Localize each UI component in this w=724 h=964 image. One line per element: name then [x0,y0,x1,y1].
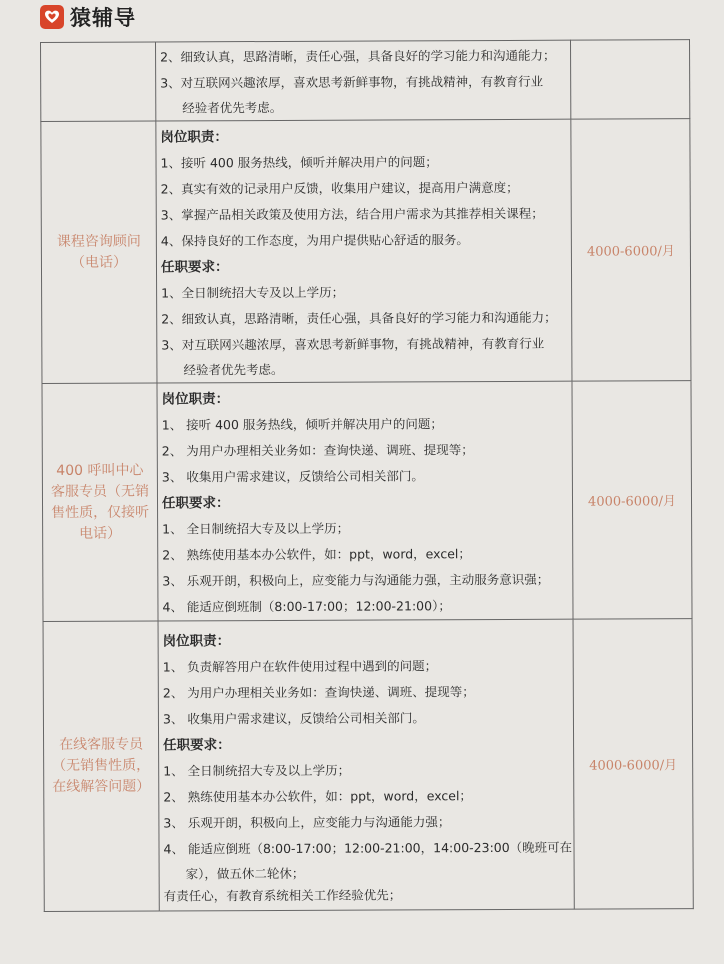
requirement-line: 有责任心，有教育系统相关工作经验优先； [163,886,402,903]
requirement-heading: 任职要求： [163,736,231,753]
salary-cell [570,40,689,120]
duty-line: 3、 收集用户需求建议，反馈给公司相关部门。 [161,467,424,484]
heart-logo-icon [40,5,64,29]
duty-line: 1、 负责解答用户在软件使用过程中遇到的问题； [162,657,438,674]
job-content-cell [157,381,573,621]
salary-cell: 4000-6000/月 [571,119,691,382]
duty-line: 1、接听 400 服务热线，倾听并解决用户的问题； [160,153,438,170]
duty-line: 2、真实有效的记录用户反馈，收集用户建议，提高用户满意度； [160,179,519,196]
duty-line: 4、保持良好的工作态度，为用户提供贴心舒适的服务。 [160,231,469,248]
requirement-line: 2、 熟练使用基本办公软件，如：ppt，word，excel； [163,787,472,804]
requirement-heading: 任职要求： [160,258,229,275]
requirement-line: 1、 全日制统招大专及以上学历； [162,520,350,536]
requirement-line: 2、细致认真，思路清晰，责任心强，具备良好的学习能力和沟通能力； [160,47,556,65]
requirement-line: 1、 全日制统招大专及以上学历； [163,762,351,778]
requirement-line: 2、细致认真，思路清晰，责任心强，具备良好的学习能力和沟通能力； [161,309,557,326]
duty-line: 2、 为用户办理相关业务如：查询快递、调班、提现等； [161,441,474,458]
requirement-heading: 任职要求： [161,494,230,511]
table-row [41,40,690,122]
duty-line: 1、 接听 400 服务热线，倾听并解决用户的问题； [161,415,443,432]
table-row [42,381,692,622]
job-title-cell [41,42,156,122]
duty-heading: 岗位职责： [161,390,230,407]
job-content-cell [158,619,574,911]
duty-heading: 岗位职责： [160,128,228,145]
requirement-line: 经验者优先考虑。 [183,361,284,377]
salary-cell: 4000-6000/月 [572,381,692,620]
requirement-line: 家），做五休二轮休； [185,865,305,881]
duty-line: 3、 收集用户需求建议，反馈给公司相关部门。 [162,709,425,726]
salary-cell: 4000-6000/月 [573,619,693,910]
job-title-cell: 400 呼叫中心客服专员（无销售性质，仅接听电话） [42,383,158,621]
job-content-cell [156,119,572,383]
duty-line: 2、 为用户办理相关业务如：查询快递、调班、提现等； [162,683,475,700]
requirement-line: 3、对互联网兴趣浓厚，喜欢思考新鲜事物，有挑战精神，有教育行业 [160,73,544,91]
requirement-line: 4、 能适应倒班制（8:00-17:00；12:00-21:00）； [162,597,451,614]
job-content-cell [156,40,571,121]
job-title-cell: 课程咨询顾问（电话） [41,121,157,383]
requirement-line: 3、 乐观开朗，积极向上，应变能力与沟通能力强，主动服务意识强； [162,571,550,588]
job-table [40,39,694,912]
duty-line: 3、掌握产品相关政策及使用方法，结合用户需求为其推荐相关课程； [160,205,544,222]
table-row [41,119,691,384]
requirement-line: 4、 能适应倒班（8:00-17:00；12:00-21:00，14:00-23:00（晚班可在 [163,839,573,856]
requirement-line: 2、 熟练使用基本办公软件，如：ppt，word，excel； [162,545,471,562]
brand-logo [40,2,136,32]
job-table-sheet [40,39,694,912]
requirement-line: 经验者优先考虑。 [182,99,283,116]
job-title-cell: 在线客服专员（无销售性质，在线解答问题） [43,621,159,911]
brand-name: 猿辅导 [70,6,136,30]
requirement-line: 1、全日制统招大专及以上学历； [161,284,345,300]
requirement-line: 3、对互联网兴趣浓厚，喜欢思考新鲜事物，有挑战精神，有教育行业 [161,335,545,352]
requirement-line: 3、 乐观开朗，积极向上，应变能力与沟通能力强； [163,813,451,830]
table-row [43,619,693,912]
duty-heading: 岗位职责： [162,632,231,649]
